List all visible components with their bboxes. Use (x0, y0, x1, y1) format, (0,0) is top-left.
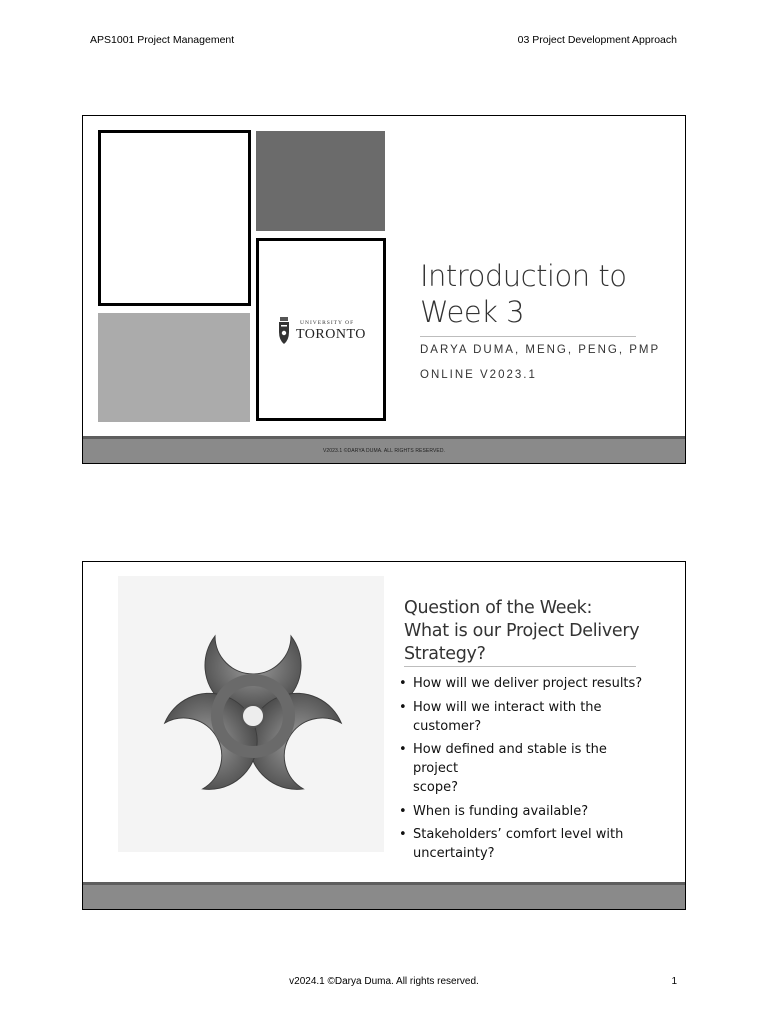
slide-title-line-2: Week 3 (420, 295, 525, 329)
decorative-grey-box (98, 313, 250, 422)
author-line: DARYA DUMA, MENG, PENG, PMP (420, 344, 661, 356)
slide-title (420, 258, 626, 330)
question-title-line-2: What is our Project Delivery (404, 621, 640, 641)
university-logo (276, 313, 372, 353)
crest-icon (276, 316, 292, 346)
bullet-item: • How defined and stable is the project scope? (399, 740, 649, 797)
decorative-frame-box (98, 130, 251, 306)
bullet-item: • How will we deliver project results? (399, 674, 649, 693)
slide-image (118, 576, 384, 852)
logo-frame-box (256, 238, 386, 421)
bullet-item: • Stakeholders’ comfort level with uncertainty? (399, 825, 649, 863)
bullet-item: • When is funding available? (399, 802, 649, 821)
question-title (404, 597, 654, 666)
header-module-title: 03 Project Development Approach (517, 34, 677, 46)
decorative-dark-box (256, 131, 385, 231)
question-title-line-1: Question of the Week: (404, 598, 593, 618)
header-course-title: APS1001 Project Management (90, 34, 235, 46)
question-title-line-3: Strategy? (404, 644, 486, 664)
logo-toronto-text: TORONTO (296, 327, 366, 342)
slide-1 (82, 115, 686, 464)
slide-footer-bar (83, 436, 685, 463)
slide-2 (82, 561, 686, 910)
bullet-item: • How will we interact with the customer? (399, 698, 649, 736)
logo-university-of-text: UNIVERSITY OF (300, 320, 355, 326)
title-divider (420, 336, 636, 337)
page-number: 1 (671, 976, 677, 987)
biohazard-icon (118, 576, 384, 852)
version-line: ONLINE V2023.1 (420, 369, 537, 381)
question-divider (404, 666, 636, 667)
page-copyright: v2024.1 ©Darya Duma. All rights reserved. (289, 976, 479, 987)
slide-title-line-1: Introduction to (420, 259, 627, 293)
slide-footer-bar (83, 882, 685, 909)
question-bullet-list (399, 674, 649, 868)
slide-footer-text: V2023.1 ©DARYA DUMA. ALL RIGHTS RESERVED. (322, 448, 446, 454)
